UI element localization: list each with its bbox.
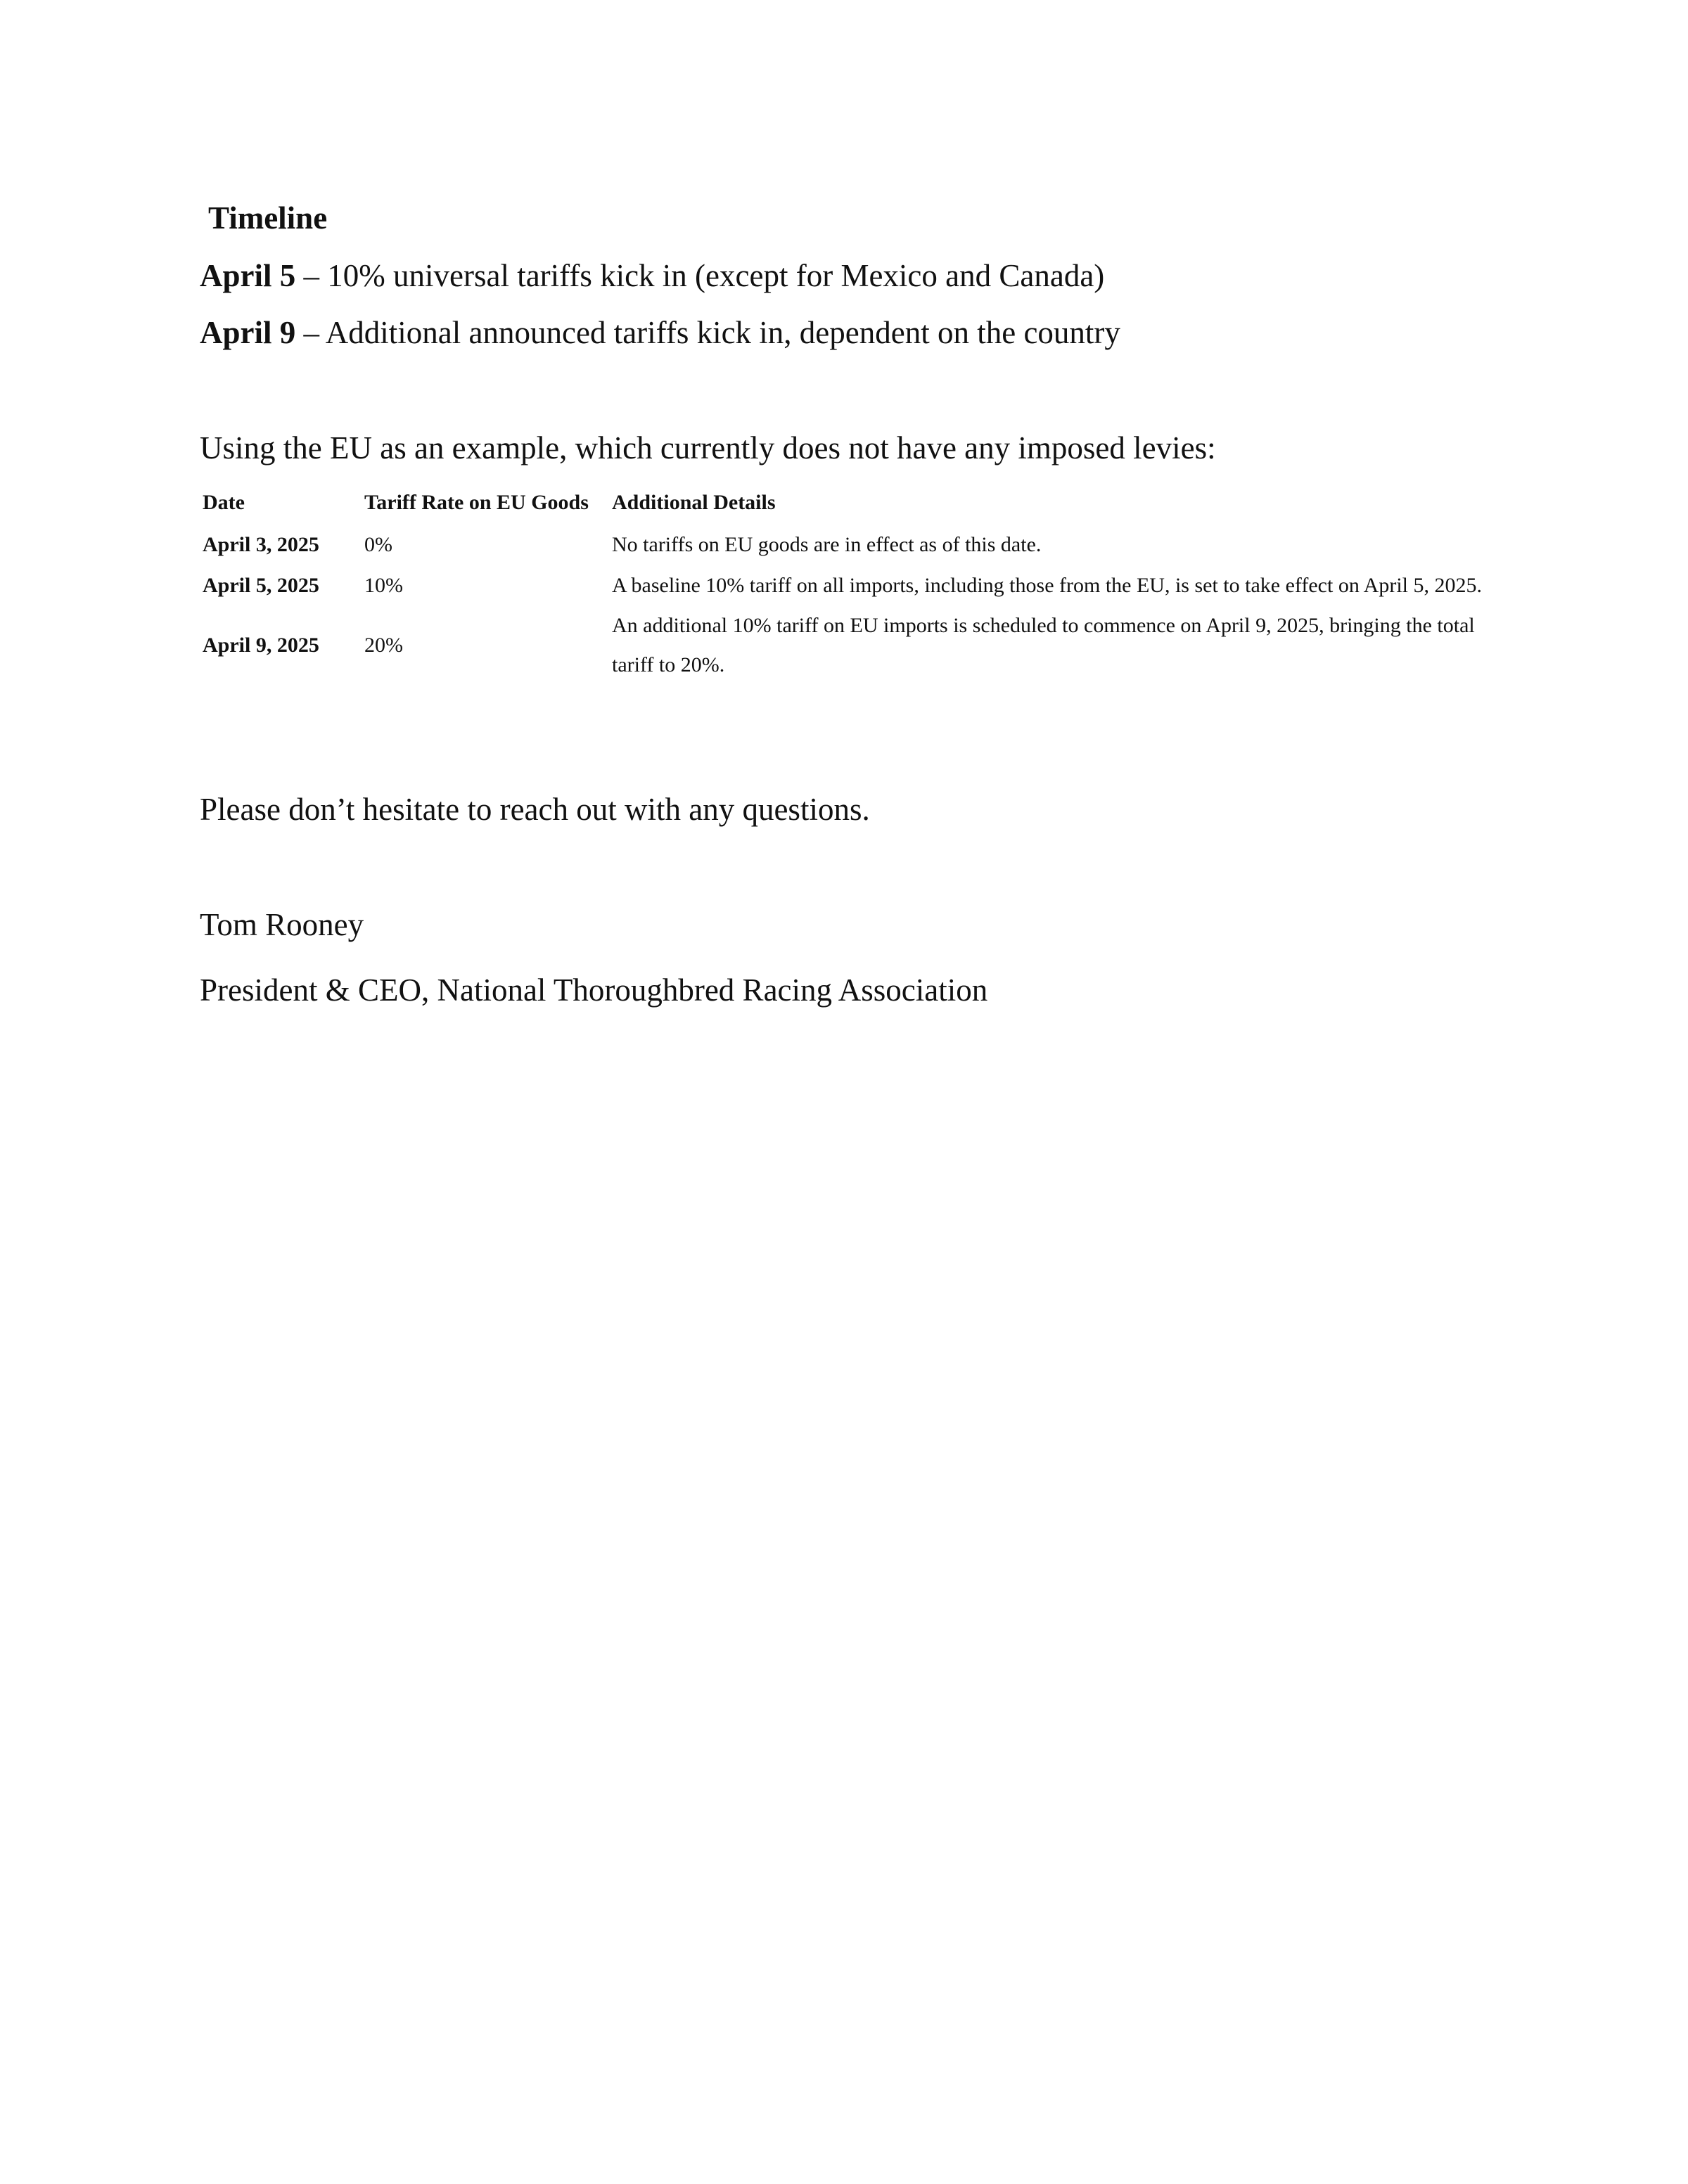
timeline-item-separator: – [295, 315, 326, 350]
timeline-item-date: April 9 [200, 315, 296, 350]
column-header-rate: Tariff Rate on EU Goods [364, 491, 589, 514]
timeline-item-separator: – [295, 258, 328, 293]
row-details: An additional 10% tariff on EU imports is scheduled to commence on April 9, 2025, bringing the total tariff to 20%. [612, 614, 1475, 676]
timeline-item-text: Additional announced tariffs kick in, dependent on the country [325, 315, 1120, 350]
timeline-item-date: April 5 [200, 258, 296, 293]
row-rate: 10% [364, 574, 403, 597]
row-details: A baseline 10% tariff on all imports, including those from the EU, is set to take effect on April 5, 2025. [612, 574, 1482, 597]
column-header-date: Date [203, 491, 245, 514]
table-header-row [200, 481, 1487, 525]
row-details: No tariffs on EU goods are in effect as of this date. [612, 533, 1042, 556]
tariff-table [200, 481, 1487, 685]
row-date: April 3, 2025 [203, 533, 319, 556]
signature-title: President & CEO, National Thoroughbred Racing Association [200, 972, 988, 1008]
timeline-item-text: 10% universal tariffs kick in (except for Mexico and Canada) [327, 258, 1105, 293]
row-date: April 9, 2025 [203, 634, 319, 657]
signature-name: Tom Rooney [200, 907, 364, 942]
row-date: April 5, 2025 [203, 574, 319, 597]
intro-paragraph: Using the EU as an example, which currently does not have any imposed levies: [200, 430, 1216, 465]
column-header-details: Additional Details [612, 491, 776, 514]
timeline-item [200, 311, 1120, 354]
row-rate: 0% [364, 533, 392, 556]
table-row [200, 565, 1487, 606]
row-rate: 20% [364, 634, 403, 657]
timeline-item [200, 255, 1104, 297]
table-row [200, 525, 1487, 565]
timeline-heading: Timeline [208, 200, 328, 236]
table-row [200, 606, 1487, 685]
closing-paragraph: Please don’t hesitate to reach out with any questions. [200, 792, 870, 827]
